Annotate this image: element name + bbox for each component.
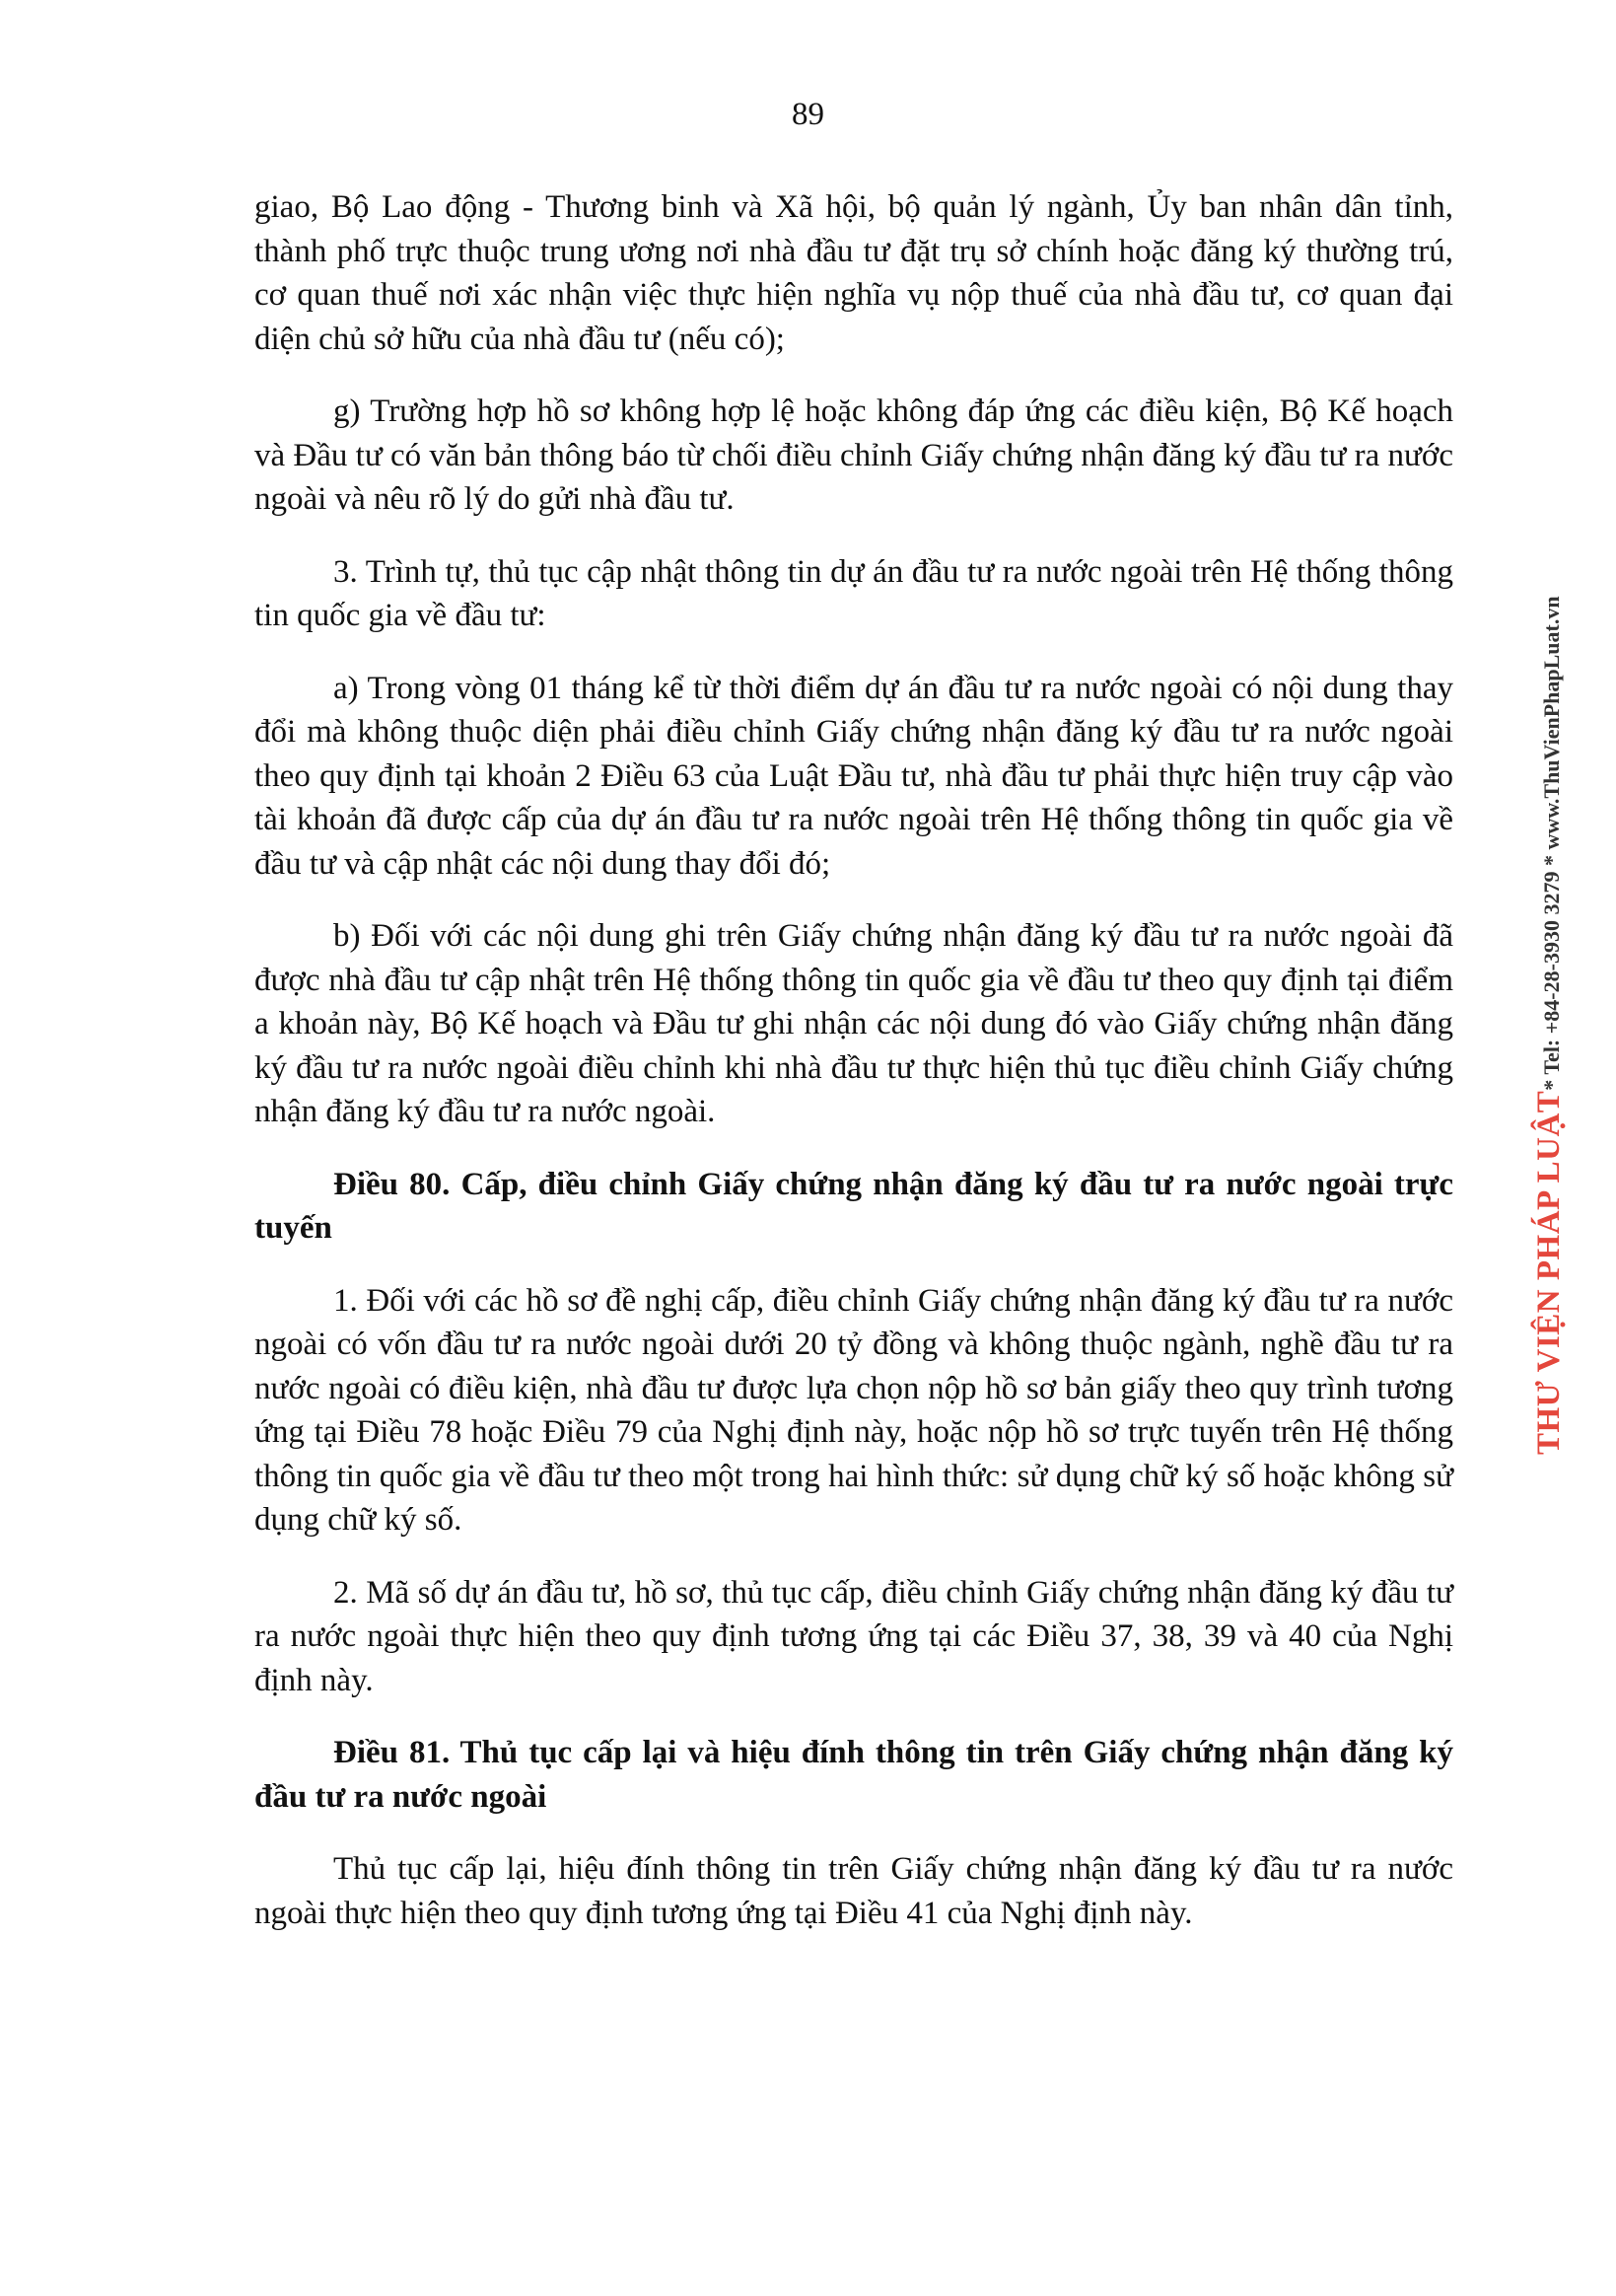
article-80-clause-2: 2. Mã số dự án đầu tư, hồ sơ, thủ tục cấp, điều chỉnh Giấy chứng nhận đăng ký đầu tư ra nước ngoài thực hiện theo quy định tương ứng tại các Điều 37, 38, 39 và 40 của Nghị định này. [254, 1574, 1453, 1698]
watermark-brand: THƯ VIỆN PHÁP LUẬT [1531, 1090, 1567, 1455]
article-81-heading: Điều 81. Thủ tục cấp lại và hiệu đính thông tin trên Giấy chứng nhận đăng ký đầu tư ra nước ngoài [254, 1735, 1453, 1815]
page-number: 89 [792, 97, 824, 132]
article-81-body: Thủ tục cấp lại, hiệu đính thông tin trên Giấy chứng nhận đăng ký đầu tư ra nước ngoài thực hiện theo quy định tương ứng tại Điều 41 của Nghị định này. [254, 1851, 1453, 1931]
paragraph-continuation: giao, Bộ Lao động - Thương binh và Xã hội, bộ quản lý ngành, Ủy ban nhân dân tỉnh, thành phố trực thuộc trung ương nơi nhà đầu tư đặt trụ sở chính hoặc đăng ký thường trú, cơ quan thuế nơi xác nhận việc thực hiện nghĩa vụ nộp thuế của nhà đầu tư, cơ quan đại diện chủ sở hữu của nhà đầu tư (nếu có); [254, 189, 1453, 357]
paragraph-clause-3: 3. Trình tự, thủ tục cập nhật thông tin dự án đầu tư ra nước ngoài trên Hệ thống thông tin quốc gia về đầu tư: [254, 553, 1453, 633]
paragraph-point-a: a) Trong vòng 01 tháng kể từ thời điểm dự án đầu tư ra nước ngoài có nội dung thay đổi mà không thuộc diện phải điều chỉnh Giấy chứng nhận đăng ký đầu tư ra nước ngoài theo quy định tại khoản 2 Điều 63 của Luật Đầu tư, nhà đầu tư phải thực hiện truy cập vào tài khoản đã được cấp của dự án đầu tư ra nước ngoài trên Hệ thống thông tin quốc gia về đầu tư và cập nhật các nội dung thay đổi đó; [254, 670, 1453, 882]
article-80-heading: Điều 80. Cấp, điều chỉnh Giấy chứng nhận đăng ký đầu tư ra nước ngoài trực tuyến [254, 1166, 1453, 1246]
document-body [254, 185, 1453, 1935]
paragraph-point-g: g) Trường hợp hồ sơ không hợp lệ hoặc không đáp ứng các điều kiện, Bộ Kế hoạch và Đầu tư có văn bản thông báo từ chối điều chỉnh Giấy chứng nhận đăng ký đầu tư ra nước ngoài và nêu rõ lý do gửi nhà đầu tư. [254, 394, 1453, 517]
article-80-clause-1: 1. Đối với các hồ sơ đề nghị cấp, điều chỉnh Giấy chứng nhận đăng ký đầu tư ra nước ngoài có vốn đầu tư ra nước ngoài dưới 20 tỷ đồng và không thuộc ngành, nghề đầu tư ra nước ngoài có điều kiện, nhà đầu tư được lựa chọn nộp hồ sơ bản giấy theo quy trình tương ứng tại Điều 78 hoặc Điều 79 của Nghị định này, hoặc nộp hồ sơ trực tuyến trên Hệ thống thông tin quốc gia về đầu tư theo một trong hai hình thức: sử dụng chữ ký số hoặc không sử dụng chữ ký số. [254, 1282, 1453, 1538]
paragraph-point-b: b) Đối với các nội dung ghi trên Giấy chứng nhận đăng ký đầu tư ra nước ngoài đã được nhà đầu tư cập nhật trên Hệ thống thông tin quốc gia về đầu tư theo quy định tại điểm a khoản này, Bộ Kế hoạch và Đầu tư ghi nhận các nội dung đó vào Giấy chứng nhận đăng ký đầu tư ra nước ngoài điều chỉnh khi nhà đầu tư thực hiện thủ tục điều chỉnh Giấy chứng nhận đăng ký đầu tư ra nước ngoài. [254, 918, 1453, 1129]
watermark-contact: * Tel: +84-28-3930 3279 * www.ThuVienPhapLuat.vn [1539, 596, 1564, 1091]
